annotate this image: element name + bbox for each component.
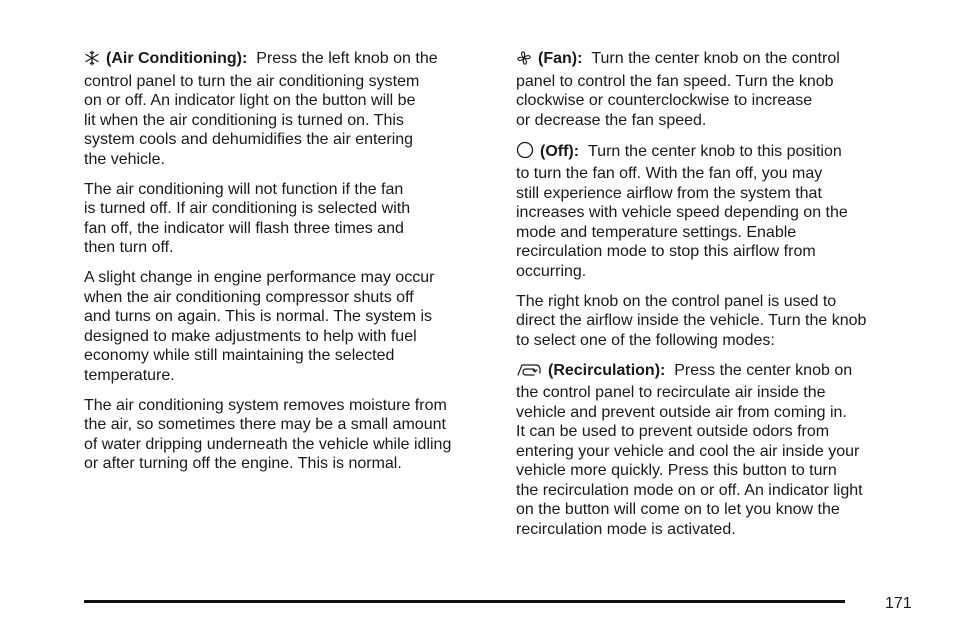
left-column (84, 49, 494, 484)
off-text: Turn the center knob to this position to turn the fan off. With the fan off, you may still experience airflow from the system that increases with vehicle speed depending on the mode and temperature settings. Enable recirculation mode to stop this airflow from occurring. (516, 142, 848, 280)
off-term: (Off): (540, 142, 580, 160)
recirculation-term: (Recirculation): (548, 361, 666, 379)
air-conditioning-paragraph (84, 49, 494, 169)
fan-off-warning-paragraph: The air conditioning will not function if the fan is turned off. If air conditioning is selected with fan off, the indicator will flash three times and then turn off. (84, 180, 411, 256)
fan-text: Turn the center knob on the control panel to control the fan speed. Turn the knob clockwise or counterclockwise to increase or decrease the fan speed. (516, 50, 840, 129)
fan-icon (516, 50, 532, 72)
footer-rule (84, 600, 845, 603)
off-paragraph (516, 141, 916, 282)
page-number: 171 (885, 595, 912, 612)
moisture-paragraph: The air conditioning system removes moisture from the air, so sometimes there may be a small amount of water dripping underneath the vehicle while idling or after turning off the engine. This is normal. (84, 396, 452, 472)
fan-paragraph (516, 49, 916, 130)
off-circle-icon (516, 141, 534, 165)
fan-term: (Fan): (538, 50, 583, 67)
air-conditioning-term: (Air Conditioning): (106, 50, 248, 67)
recirculation-text: Press the center knob on the control panel to recirculate air inside the vehicle and prevent outside air from coming in. It can be used to prevent outside odors from entering your vehicle and cool the air inside your vehicle more quickly. Press this button to turn the recirculation mode on or off. An indicator light on the button will come on to let you know the recirculation mode is activated. (516, 361, 863, 538)
recirculation-icon (516, 362, 542, 384)
right-column (516, 49, 916, 550)
modes-paragraph: The right knob on the control panel is used to direct the airflow inside the vehicle. Turn the knob to select one of the following modes: (516, 292, 867, 349)
engine-performance-paragraph: A slight change in engine performance may occur when the air conditioning compressor shuts off and turns on again. This is normal. The system is designed to make adjustments to help with fuel economy while still maintaining the selected temperature. (84, 269, 435, 384)
air-conditioning-text: Press the left knob on the control panel to turn the air conditioning system on or off. An indicator light on the button will be lit when the air conditioning is turned on. This system cools and dehumidifies the air entering the vehicle. (84, 50, 438, 168)
air-conditioning-snowflake-icon (84, 50, 100, 72)
recirculation-paragraph (516, 361, 916, 540)
